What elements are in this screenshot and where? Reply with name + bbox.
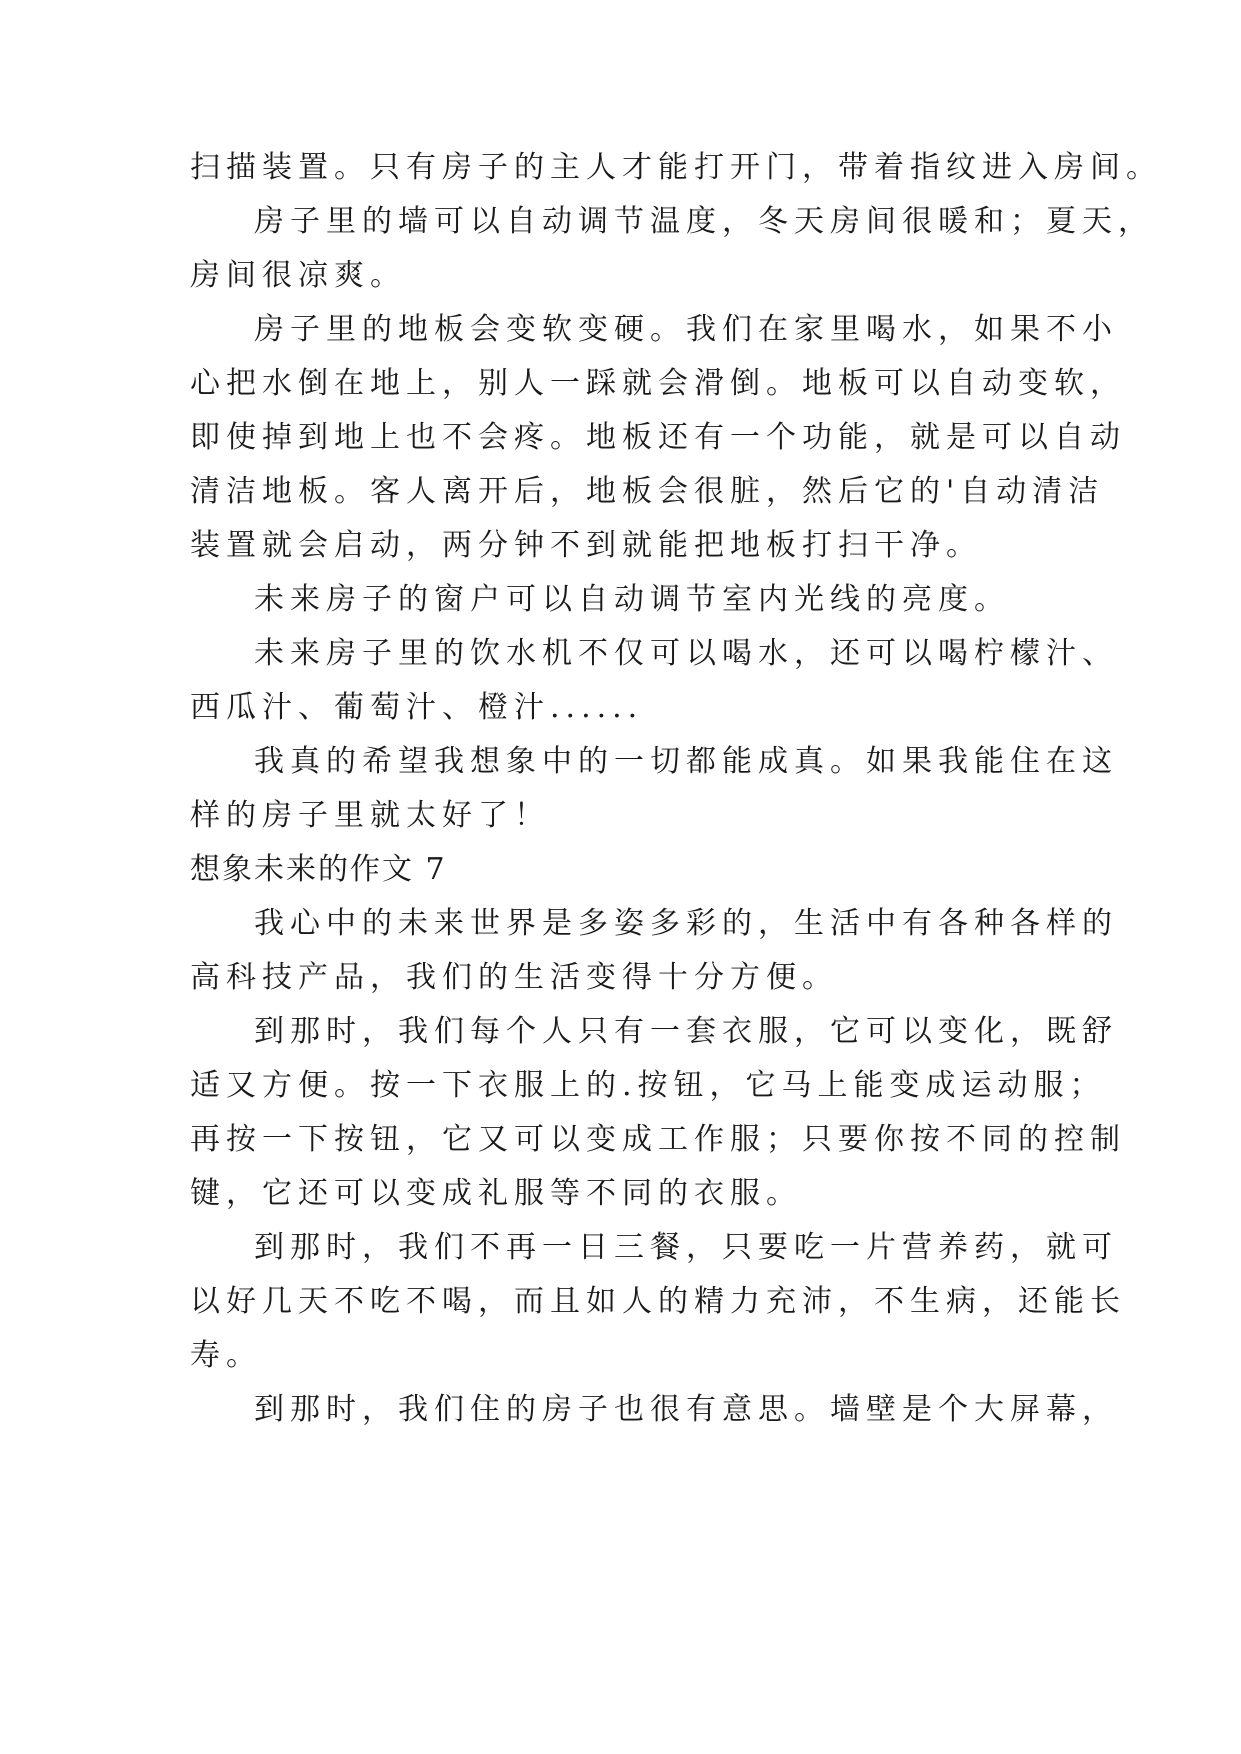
text-line: 样的房子里就太好了！	[190, 798, 550, 833]
text-line: 再按一下按钮，它又可以变成工作服；只要你按不同的控制	[190, 1122, 1126, 1157]
paragraph-first-line: 未来房子里的饮水机不仅可以喝水，还可以喝柠檬汁、	[254, 636, 1118, 671]
text-line: 扫描装置。只有房子的主人才能打开门，带着指纹进入房间。	[190, 150, 1162, 185]
text-line: 清洁地板。客人离开后，地板会很脏，然后它的'自动清洁	[190, 474, 1105, 509]
text-line: 心把水倒在地上，别人一踩就会滑倒。地板可以自动变软，	[190, 366, 1126, 401]
paragraph-first-line: 房子里的地板会变软变硬。我们在家里喝水，如果不小	[254, 312, 1118, 347]
paragraph-first-line: 未来房子的窗户可以自动调节室内光线的亮度。	[254, 582, 1010, 617]
text-line: 高科技产品，我们的生活变得十分方便。	[190, 960, 838, 995]
paragraph-first-line: 到那时，我们每个人只有一套衣服，它可以变化，既舒	[254, 1014, 1118, 1049]
paragraph-first-line: 我心中的未来世界是多姿多彩的，生活中有各种各样的	[254, 906, 1118, 941]
text-line: 以好几天不吃不喝，而且如人的精力充沛，不生病，还能长	[190, 1284, 1126, 1319]
paragraph-first-line: 到那时，我们住的房子也很有意思。墙壁是个大屏幕，	[254, 1392, 1118, 1427]
paragraph-first-line: 我真的希望我想象中的一切都能成真。如果我能住在这	[254, 744, 1118, 779]
paragraph-first-line: 房子里的墙可以自动调节温度，冬天房间很暖和；夏天，	[254, 204, 1154, 239]
text-line: 键，它还可以变成礼服等不同的衣服。	[190, 1176, 802, 1211]
text-line: 寿。	[190, 1338, 262, 1373]
text-line: 适又方便。按一下衣服上的.按钮，它马上能变成运动服；	[190, 1068, 1106, 1103]
section-heading: 想象未来的作文 7	[190, 852, 447, 887]
text-line: 即使掉到地上也不会疼。地板还有一个功能，就是可以自动	[190, 420, 1126, 455]
paragraph-first-line: 到那时，我们不再一日三餐，只要吃一片营养药，就可	[254, 1230, 1118, 1265]
text-line: 装置就会启动，两分钟不到就能把地板打扫干净。	[190, 528, 982, 563]
text-line: 西瓜汁、葡萄汁、橙汁......	[190, 690, 644, 725]
text-line: 房间很凉爽。	[190, 258, 406, 293]
